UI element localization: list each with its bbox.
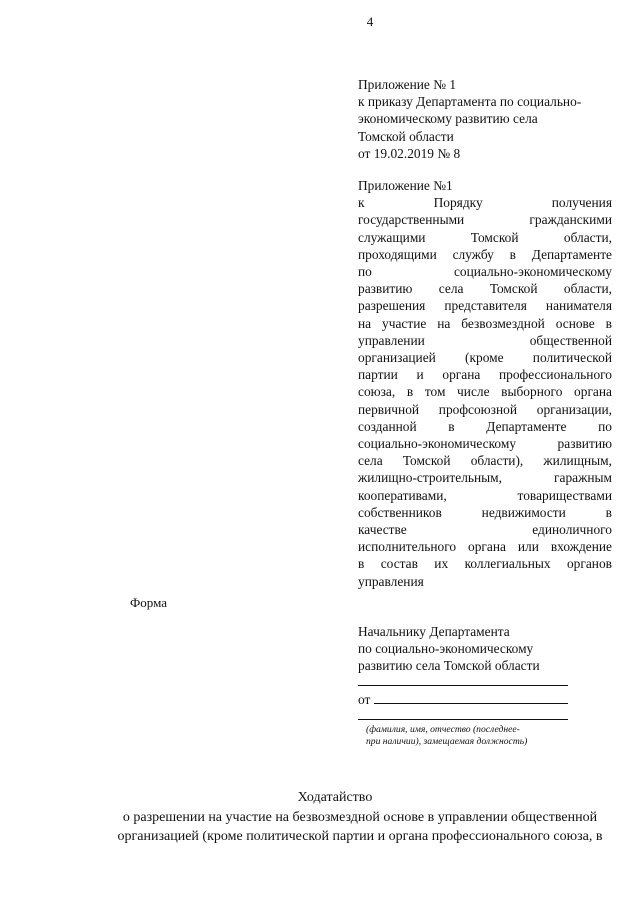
appendix-procedure-line: в состав их коллегиальных органов: [358, 556, 612, 572]
appendix-order-line: Приложение № 1: [358, 77, 457, 92]
petition-line: о разрешении на участие на безвозмездной основе в управлении общественной: [122, 810, 598, 825]
appendix-procedure-line: организацией (кроме политической: [358, 350, 612, 366]
appendix-procedure-line: развитию села Томской области,: [358, 281, 612, 297]
appendix-procedure-line: Приложение №1: [358, 178, 453, 193]
petition-title: Ходатайство: [297, 790, 373, 805]
appendix-order-line: от 19.02.2019 № 8: [358, 145, 461, 161]
appendix-procedure-line: села Томской области), жилищным,: [358, 453, 612, 469]
page-number: 4: [366, 14, 374, 29]
blank-line-name: [358, 719, 568, 720]
appendix-procedure-line: качестве единоличного: [358, 522, 612, 538]
from-label: от: [358, 692, 371, 707]
appendix-procedure-line: к Порядку получения: [358, 195, 612, 211]
appendix-procedure-block: [358, 177, 612, 590]
from-blank-line: [374, 691, 568, 704]
sender-note: [366, 724, 566, 749]
appendix-procedure-line: служащими Томской области,: [358, 229, 612, 245]
appendix-procedure-line: управления: [358, 573, 424, 589]
appendix-procedure-line: проходящими службу в Департаменте: [358, 246, 612, 262]
appendix-order-block: [358, 76, 612, 162]
appendix-procedure-line: разрешения представителя нанимателя: [358, 298, 612, 314]
appendix-procedure-line: исполнительного органа или вхождение: [358, 539, 612, 555]
appendix-order-line: экономическому развитию села: [358, 111, 538, 127]
petition-line: организацией (кроме политической партии и органа профессионального союза, в: [117, 828, 603, 844]
sender-note-line: при наличии), замещаемая должность): [366, 736, 528, 748]
addressee-line: Начальнику Департамента: [358, 624, 510, 639]
appendix-procedure-line: управлении общественной: [358, 332, 612, 348]
appendix-procedure-line: по социально-экономическому: [358, 264, 612, 280]
form-label: Форма: [130, 595, 167, 610]
appendix-order-line: Томской области: [358, 128, 454, 144]
appendix-procedure-line: созданной в Департаменте по: [358, 418, 612, 434]
addressee-block: [358, 623, 618, 675]
appendix-procedure-line: партии и органа профессионального: [358, 367, 612, 383]
appendix-procedure-line: государственными гражданскими: [358, 212, 612, 228]
addressee-line: развитию села Томской области: [358, 658, 540, 674]
appendix-procedure-line: на участие на безвозмездной основе в: [358, 315, 612, 331]
appendix-order-line: к приказу Департамента по социально-: [358, 94, 582, 110]
appendix-procedure-line: социально-экономическому развитию: [358, 436, 612, 452]
blank-line-position: [358, 685, 568, 686]
appendix-procedure-line: собственников недвижимости в: [358, 504, 612, 520]
from-row: [358, 691, 568, 708]
appendix-procedure-line: кооперативами, товариществами: [358, 487, 612, 503]
appendix-procedure-line: первичной профсоюзной организации,: [358, 401, 612, 417]
sender-note-line: (фамилия, имя, отчество (последнее-: [366, 724, 520, 735]
appendix-procedure-line: жилищно-строительным, гаражным: [358, 470, 612, 486]
appendix-procedure-line: союза, в том числе выборного органа: [358, 384, 612, 400]
petition-body: [0, 809, 640, 846]
addressee-line: по социально-экономическому: [358, 641, 534, 657]
